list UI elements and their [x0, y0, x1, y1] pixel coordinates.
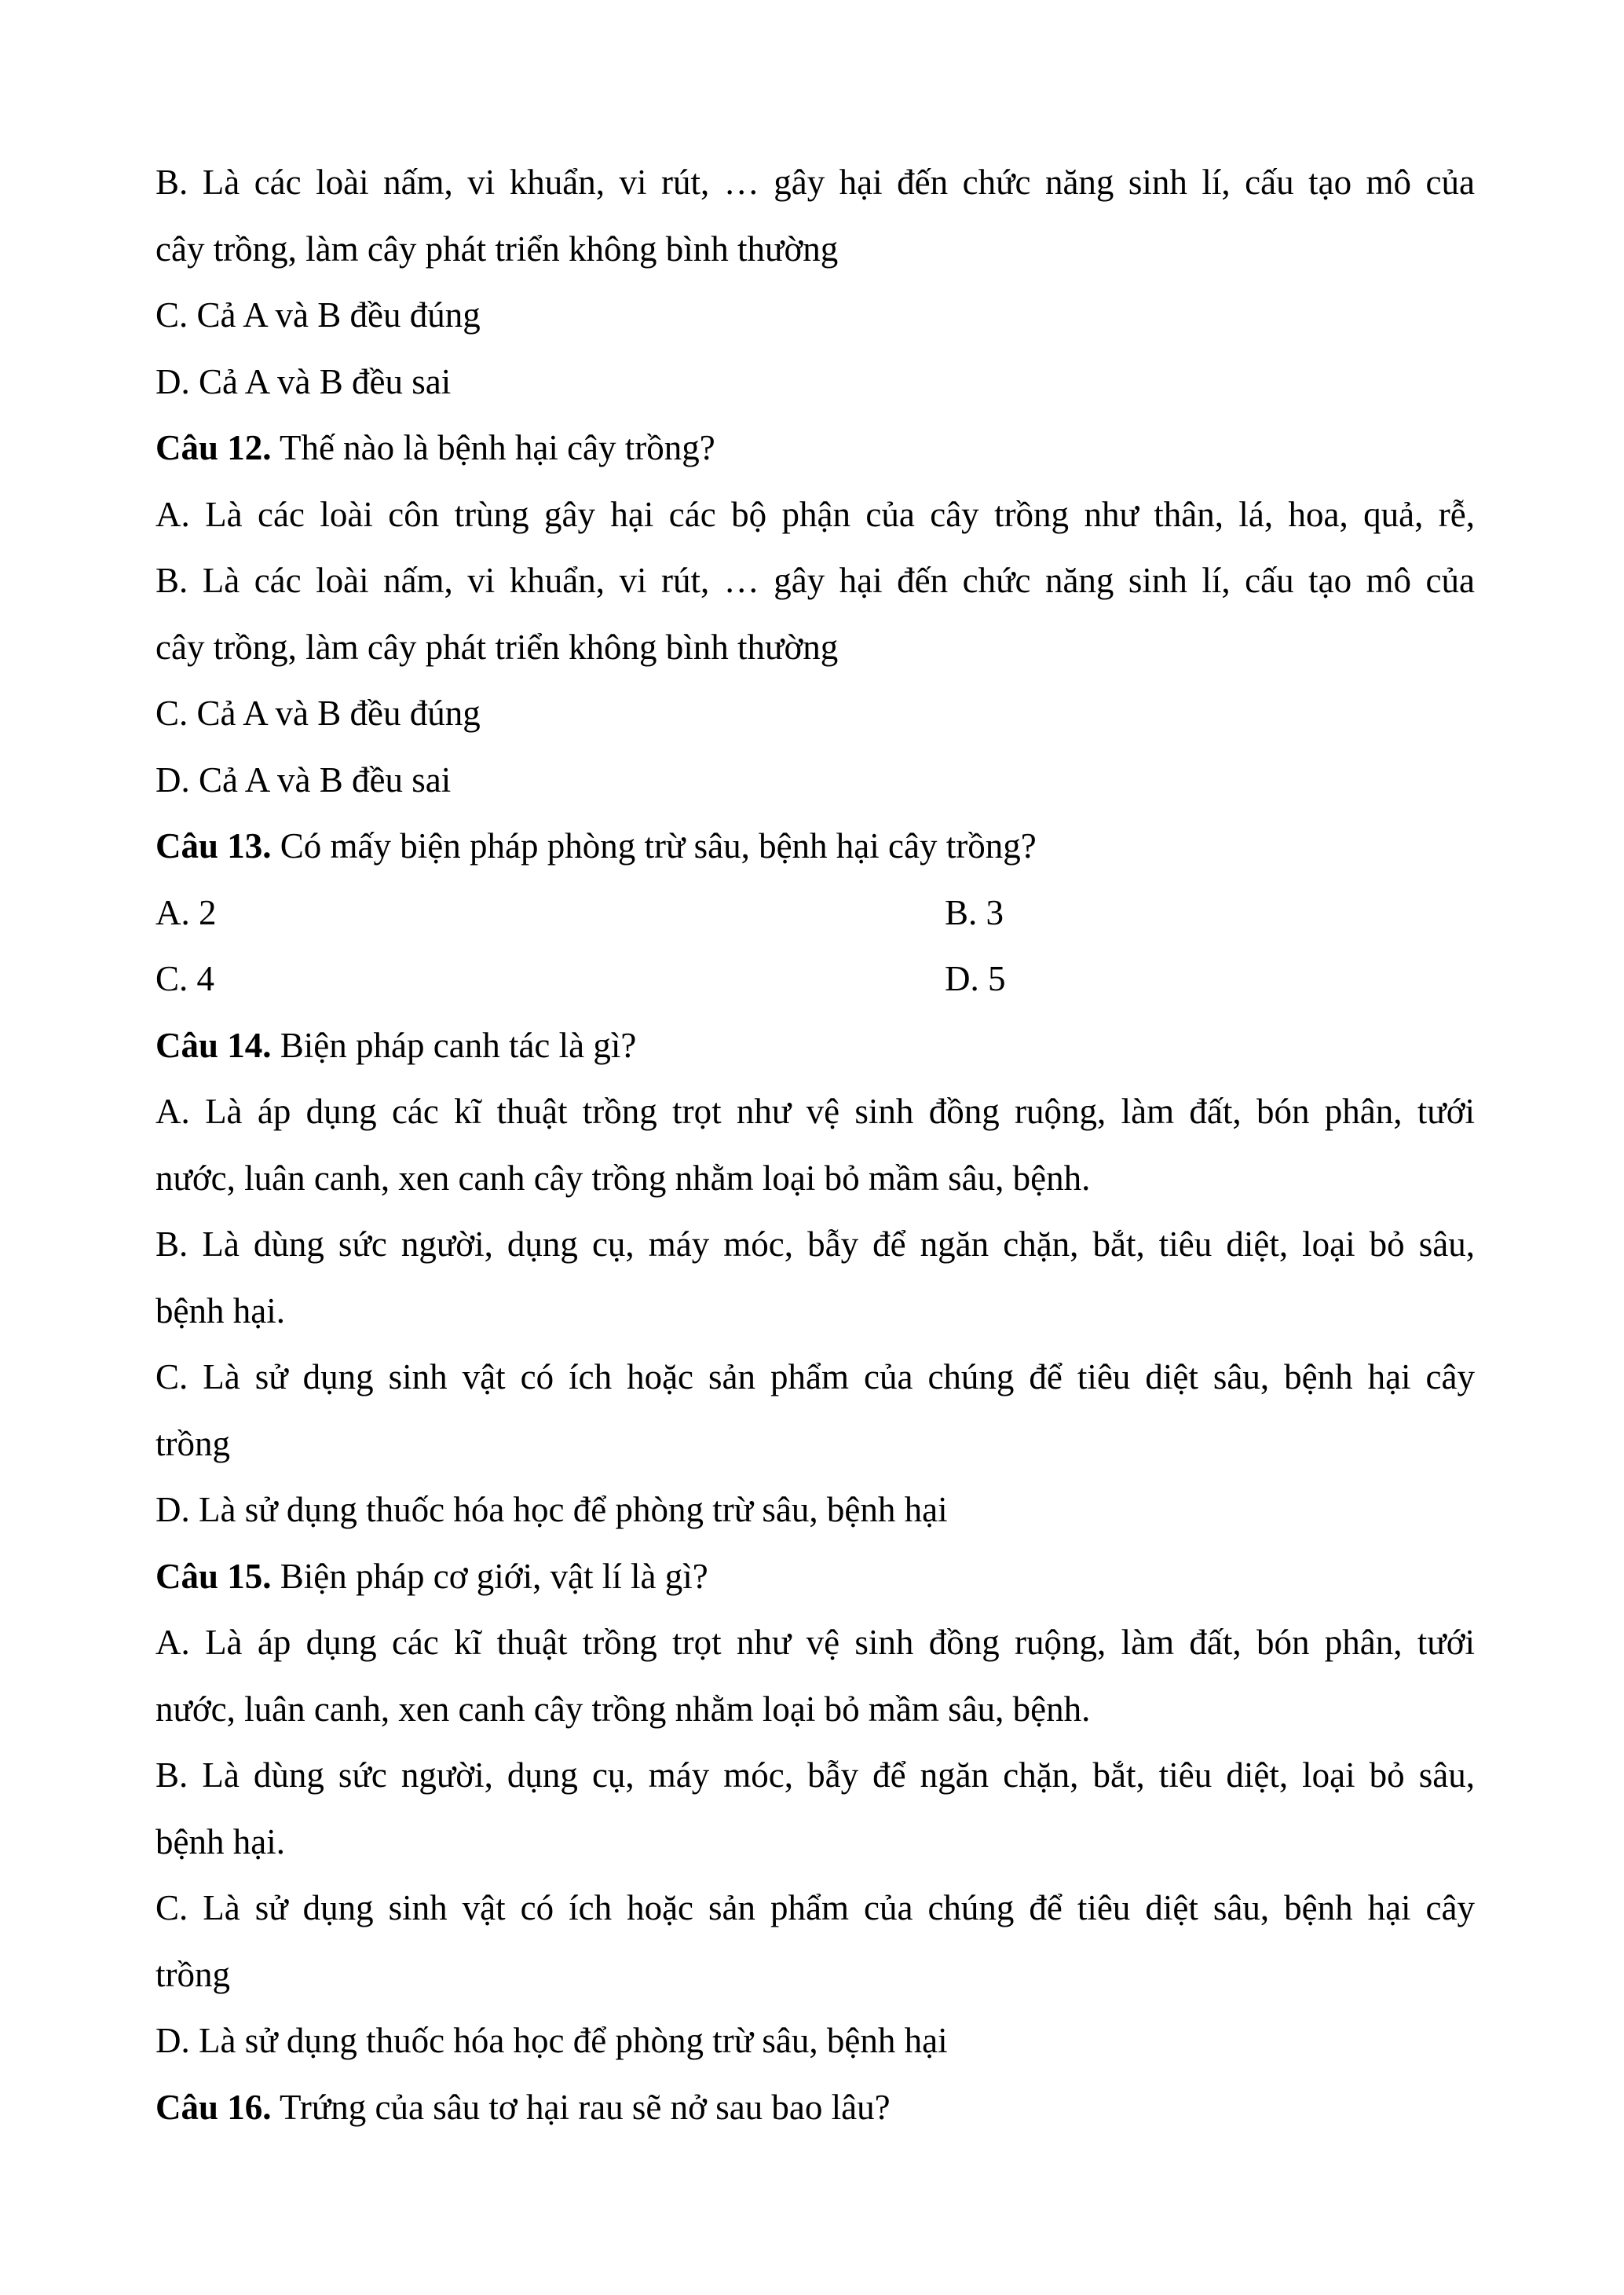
- question-number: Câu 15.: [155, 1556, 272, 1596]
- text-line: nước, luân canh, xen canh cây trồng nhằm loại bỏ mầm sâu, bệnh.: [155, 1689, 1091, 1729]
- document-page: [155, 149, 1475, 2140]
- answer-option: C. 4: [155, 959, 215, 998]
- text-line: D. Là sử dụng thuốc hóa học để phòng trừ sâu, bệnh hại: [155, 2021, 948, 2060]
- text-line: C. Là sử dụng sinh vật có ích hoặc sản phẩm của chúng để tiêu diệt sâu, bệnh hại cây: [155, 1888, 1475, 1927]
- text-line: trồng: [155, 1954, 230, 1994]
- text-line: C. Cả A và B đều đúng: [155, 295, 481, 335]
- question-heading: [155, 415, 1475, 481]
- question-number: Câu 12.: [155, 428, 272, 467]
- text-line: nước, luân canh, xen canh cây trồng nhằm loại bỏ mầm sâu, bệnh.: [155, 1158, 1091, 1198]
- text-line: C. Cả A và B đều đúng: [155, 694, 481, 733]
- text-line: cây trồng, làm cây phát triển không bình thường: [155, 627, 839, 667]
- question-heading: [155, 1012, 1475, 1079]
- text-line: trồng: [155, 1423, 230, 1463]
- answer-options-row: [155, 946, 1475, 1012]
- text-line: A. Là các loài côn trùng gây hại các bộ phận của cây trồng như thân, lá, hoa, quả, rễ,: [155, 494, 1475, 534]
- question-text: Trứng của sâu tơ hại rau sẽ nở sau bao lâu?: [271, 2087, 891, 2127]
- text-line: B. Là các loài nấm, vi khuẩn, vi rút, … gây hại đến chức năng sinh lí, cấu tạo mô của: [155, 163, 1475, 202]
- text-line: B. Là dùng sức người, dụng cụ, máy móc, bẫy để ngăn chặn, bắt, tiêu diệt, loại bỏ sâu,: [155, 1755, 1475, 1795]
- answer-option: A. 2: [155, 892, 217, 932]
- question-text: Có mấy biện pháp phòng trừ sâu, bệnh hại cây trồng?: [271, 826, 1037, 866]
- text-line: cây trồng, làm cây phát triển không bình thường: [155, 229, 839, 269]
- text-line: bệnh hại.: [155, 1821, 285, 1861]
- question-text: Biện pháp cơ giới, vật lí là gì?: [271, 1556, 708, 1596]
- question-number: Câu 13.: [155, 826, 272, 866]
- question-number: Câu 16.: [155, 2087, 272, 2127]
- question-number: Câu 14.: [155, 1025, 272, 1065]
- text-line: B. Là các loài nấm, vi khuẩn, vi rút, … gây hại đến chức năng sinh lí, cấu tạo mô của: [155, 561, 1475, 600]
- text-line: D. Cả A và B đều sai: [155, 760, 452, 800]
- text-line: B. Là dùng sức người, dụng cụ, máy móc, bẫy để ngăn chặn, bắt, tiêu diệt, loại bỏ sâu,: [155, 1224, 1475, 1264]
- text-line: A. Là áp dụng các kĩ thuật trồng trọt như vệ sinh đồng ruộng, làm đất, bón phân, tưới: [155, 1623, 1475, 1662]
- answer-options-row: [155, 880, 1475, 946]
- question-text: Biện pháp canh tác là gì?: [271, 1025, 637, 1065]
- text-line: bệnh hại.: [155, 1290, 285, 1331]
- question-heading: [155, 813, 1475, 880]
- text-line: D. Là sử dụng thuốc hóa học để phòng trừ sâu, bệnh hại: [155, 1490, 948, 1529]
- text-line: C. Là sử dụng sinh vật có ích hoặc sản phẩm của chúng để tiêu diệt sâu, bệnh hại cây: [155, 1357, 1475, 1396]
- question-text: Thế nào là bệnh hại cây trồng?: [271, 428, 715, 467]
- answer-option: D. 5: [945, 959, 1006, 998]
- question-heading: [155, 1543, 1475, 1610]
- text-line: A. Là áp dụng các kĩ thuật trồng trọt như vệ sinh đồng ruộng, làm đất, bón phân, tưới: [155, 1092, 1475, 1131]
- answer-option: B. 3: [945, 892, 1004, 932]
- question-heading: [155, 2074, 1475, 2141]
- text-line: D. Cả A và B đều sai: [155, 361, 452, 401]
